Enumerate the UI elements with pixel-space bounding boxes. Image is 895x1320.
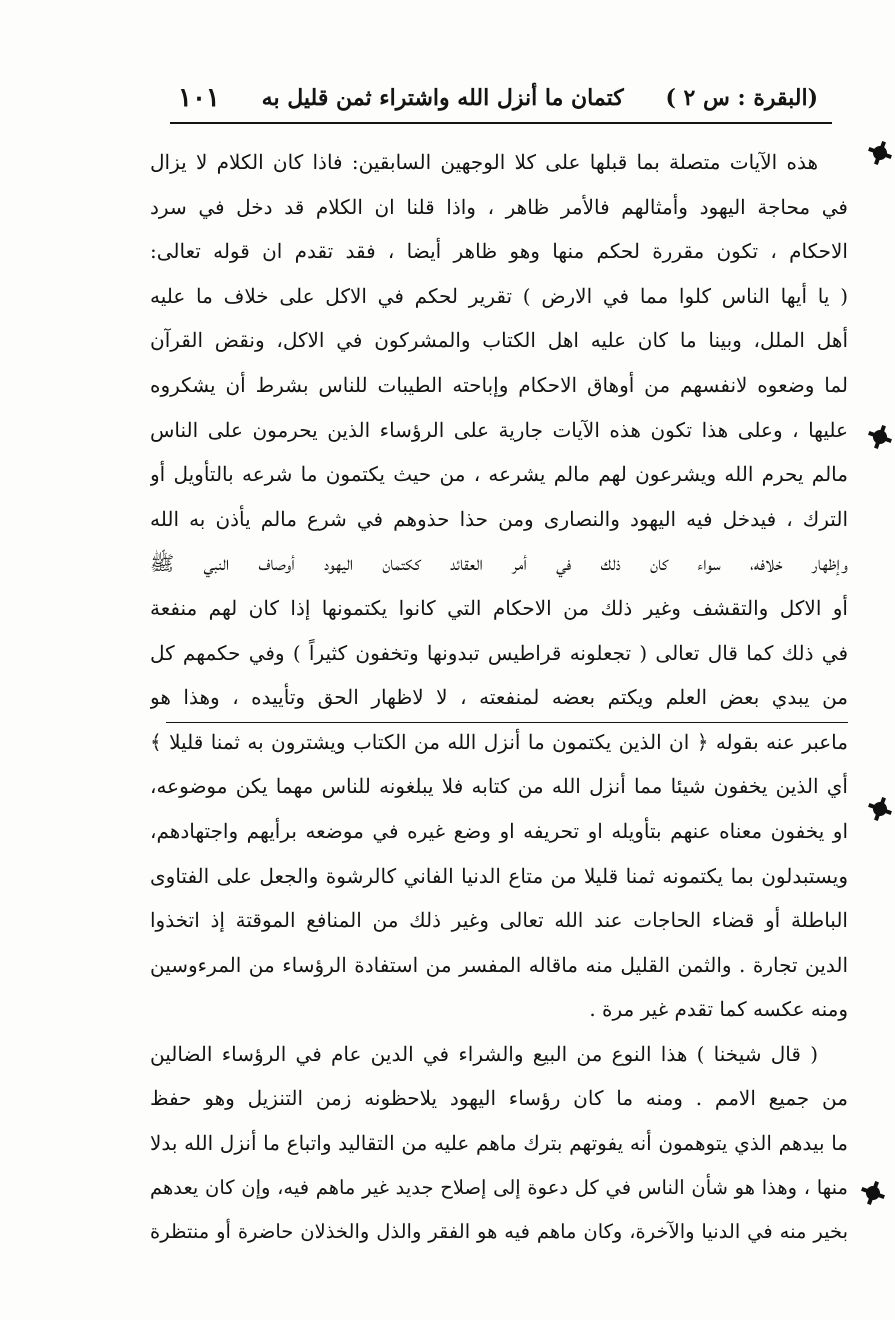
text-line: عليها ، وعلى هذا تكون هذه الآيات جارية على الرؤساء الذين يحرمون على الناس bbox=[150, 417, 848, 442]
text-line: منها ، وهذا هو شأن الناس في كل دعوة إلى إصلاح جديد غير ماهم فيه، وإن كان يعدهم bbox=[150, 1175, 848, 1199]
margin-mark bbox=[871, 144, 889, 162]
text-line: ومنه عكسه كما تقدم غير مرة . bbox=[589, 997, 848, 1022]
text-line: وإظهار خلافه، سواء كان ذلك في أمر العقائد ككتمان اليهود أوصاف النبي ﷺ bbox=[150, 551, 848, 576]
text-line: الباطلة أو قضاء الحاجات عند الله تعالى وغير ذلك من المنافع الموقتة إذ اتخذوا bbox=[150, 908, 848, 933]
text-line: أو الاكل والتقشف وغير ذلك من الاحكام التي كانوا يكتمونها إذا كان لهم منفعة bbox=[150, 595, 848, 620]
header-rule bbox=[170, 122, 832, 124]
text-line: من يبدي بعض العلم ويكتم بعضه لمنفعته ، لا لاظهار الحق وتأييده ، وهذا هو bbox=[150, 685, 848, 710]
page-number: ١٠١ bbox=[178, 83, 220, 113]
text-line: الاحكام ، تكون مقررة لحكم منها وهو ظاهر أيضا ، فقد تقدم ان قوله تعالى: bbox=[150, 239, 848, 264]
text-line: او يخفون معناه عنهم بتأويله او تحريفه او وضع غيره في موضعه برأيهم واجتهادهم، bbox=[150, 818, 848, 843]
text-line: الترك ، فيدخل فيه اليهود والنصارى ومن حذا حذوهم في شرع مالم يأذن به الله bbox=[150, 506, 848, 531]
text-line: ( يا أيها الناس كلوا مما في الارض ) تقرير لحكم في الاكل على خلاف ما عليه bbox=[150, 283, 848, 308]
margin-mark bbox=[871, 428, 889, 446]
surah-reference: (البقرة : س ٢ ) bbox=[665, 85, 818, 111]
page-header bbox=[178, 78, 818, 118]
text-line: ( قال شيخنا ) هذا النوع من البيع والشراء في الدين عام في الرؤساء الضالين bbox=[150, 1041, 818, 1066]
text-line: مالم يحرم الله ويشرعون لهم مالم يشرعه ، من حيث يكتمون ما شرعه بالتأويل أو bbox=[150, 462, 848, 487]
text-line: هذه الآيات متصلة بما قبلها على كلا الوجهين السابقين: فاذا كان الكلام لا يزال bbox=[150, 150, 818, 174]
text-line: ماعبر عنه بقوله ﴿ ان الذين يكتمون ما أنزل الله من الكتاب ويشترون به ثمنا قليلا ﴾ bbox=[150, 729, 848, 754]
text-line: أي الذين يخفون شيئا مما أنزل الله من كتابه فلا يبلغونه للناس مهما يكن موضوعه، bbox=[150, 774, 848, 799]
margin-mark bbox=[871, 800, 889, 818]
text-line: من جميع الامم . ومنه ما كان رؤساء اليهود يلاحظونه زمن التنزيل وهو حفظ bbox=[150, 1086, 848, 1111]
text-line: الدين تجارة . والثمن القليل منه ماقاله المفسر من استفادة الرؤساء من المرءوسين bbox=[150, 952, 848, 977]
text-line: بخير منه في الدنيا والآخرة، وكان ماهم فيه هو الفقر والذل والخذلان حاضرة أو منتظرة bbox=[150, 1220, 848, 1244]
section-rule bbox=[166, 722, 848, 723]
body-text bbox=[150, 140, 848, 1255]
text-line: في ذلك كما قال تعالى ( تجعلونه قراطيس تبدونها وتخفون كثيراً ) وفي حكمهم كل bbox=[150, 640, 848, 665]
text-line: لما وضعوه لانفسهم من أوهاق الاحكام وإباحته الطيبات للناس بشرط أن يشكروه bbox=[150, 372, 848, 397]
margin-mark bbox=[864, 1184, 882, 1202]
text-line: ما بيدهم الذي يتوهمون أنه يفوتهم بترك ماهم عليه من التقاليد واتباع ما أنزل الله بدلا bbox=[150, 1131, 848, 1156]
running-title: كتمان ما أنزل الله واشتراء ثمن قليل به bbox=[261, 85, 624, 111]
text-line: أهل الملل، وبينا ما كان عليه اهل الكتاب والمشركون في الاكل، ونقض القرآن bbox=[150, 328, 848, 353]
text-line: في محاجة اليهود وأمثالهم فالأمر ظاهر ، واذا قلنا ان الكلام قد دخل في سرد bbox=[150, 194, 848, 219]
text-line: ويستبدلون بما يكتمونه ثمنا قليلا من متاع الدنيا الفاني كالرشوة والجعل على الفتاوى bbox=[150, 863, 848, 888]
